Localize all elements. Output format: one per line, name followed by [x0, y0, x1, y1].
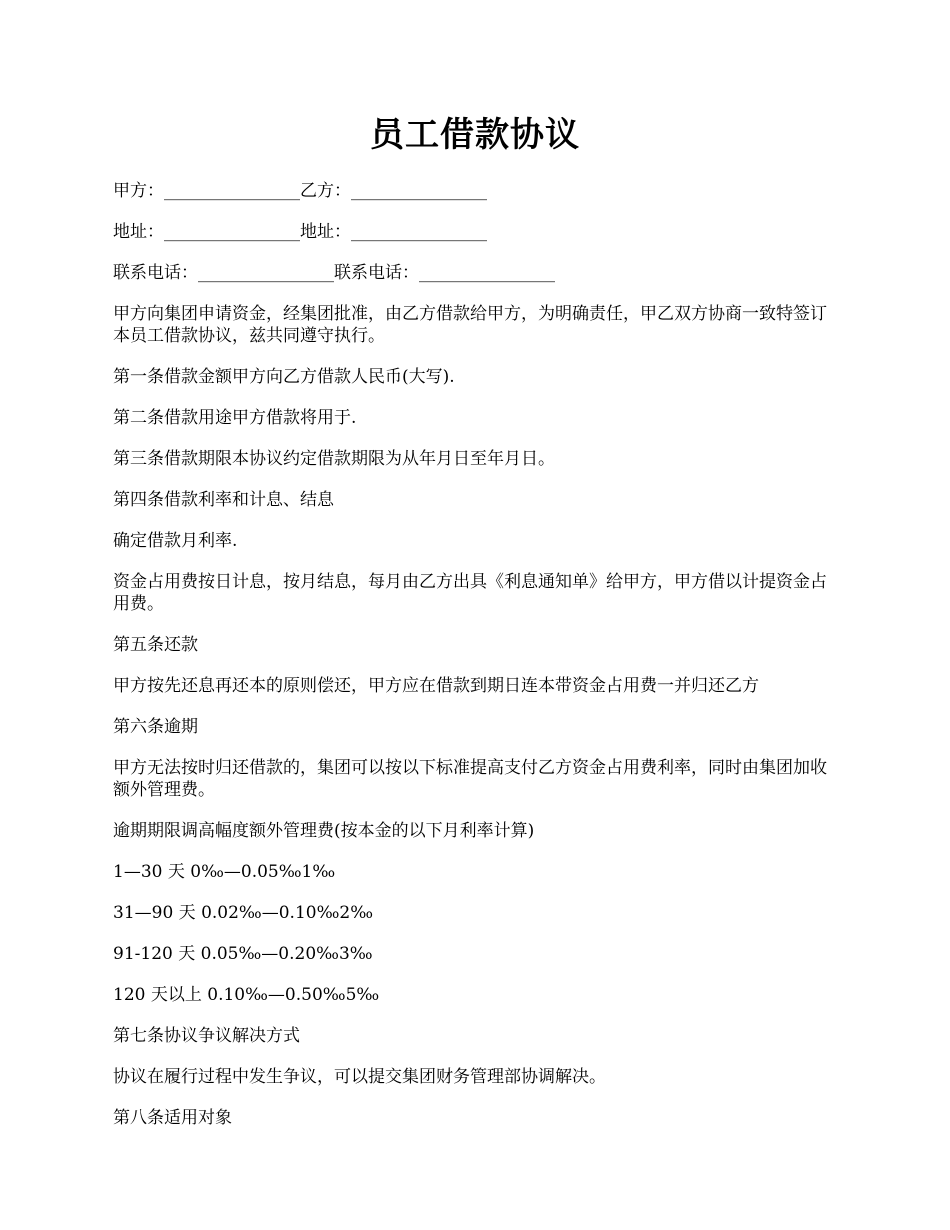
- overdue-row-3: 91-120 天 0.05‰—0.20‰3‰: [113, 944, 373, 964]
- party-a-b-line: 甲方：________________乙方：________________: [113, 181, 487, 201]
- overdue-table-header: 逾期期限调高幅度额外管理费(按本金的以下月利率计算): [113, 821, 535, 841]
- overdue-row-2: 31—90 天 0.02‰—0.10‰2‰: [113, 903, 374, 923]
- article-3: 第三条借款期限本协议约定借款期限为从年月日至年月日。: [113, 449, 555, 469]
- monthly-rate-line: 确定借款月利率.: [113, 531, 238, 551]
- preamble-paragraph: 甲方向集团申请资金，经集团批准，由乙方借款给甲方，为明确责任，甲乙双方协商一致特签订本员工借款协议，兹共同遵守执行。: [113, 304, 827, 346]
- interest-calc-paragraph: 资金占用费按日计息，按月结息，每月由乙方出具《利息通知单》给甲方，甲方借以计提资金占用费。: [113, 572, 827, 614]
- article-2: 第二条借款用途甲方借款将用于.: [113, 408, 357, 428]
- address-line: 地址：________________地址：________________: [113, 222, 487, 242]
- article-6-heading: 第六条逾期: [113, 717, 198, 737]
- overdue-paragraph: 甲方无法按时归还借款的，集团可以按以下标准提高支付乙方资金占用费利率，同时由集团加收额外管理费。: [113, 758, 827, 800]
- article-7-heading: 第七条协议争议解决方式: [113, 1026, 300, 1046]
- overdue-row-1: 1—30 天 0‰—0.05‰1‰: [113, 862, 336, 882]
- article-8-heading: 第八条适用对象: [113, 1108, 232, 1128]
- repayment-paragraph: 甲方按先还息再还本的原则偿还，甲方应在借款到期日连本带资金占用费一并归还乙方: [113, 676, 759, 696]
- overdue-row-4: 120 天以上 0.10‰—0.50‰5‰: [113, 985, 380, 1005]
- phone-line: 联系电话：________________联系电话：________________: [113, 263, 555, 283]
- article-4-heading: 第四条借款利率和计息、结息: [113, 490, 334, 510]
- article-5-heading: 第五条还款: [113, 635, 198, 655]
- dispute-paragraph: 协议在履行过程中发生争议，可以提交集团财务管理部协调解决。: [113, 1067, 606, 1087]
- document-body: [113, 180, 841, 1148]
- document-title: 员工借款协议: [370, 115, 580, 155]
- article-1: 第一条借款金额甲方向乙方借款人民币(大写).: [113, 367, 455, 387]
